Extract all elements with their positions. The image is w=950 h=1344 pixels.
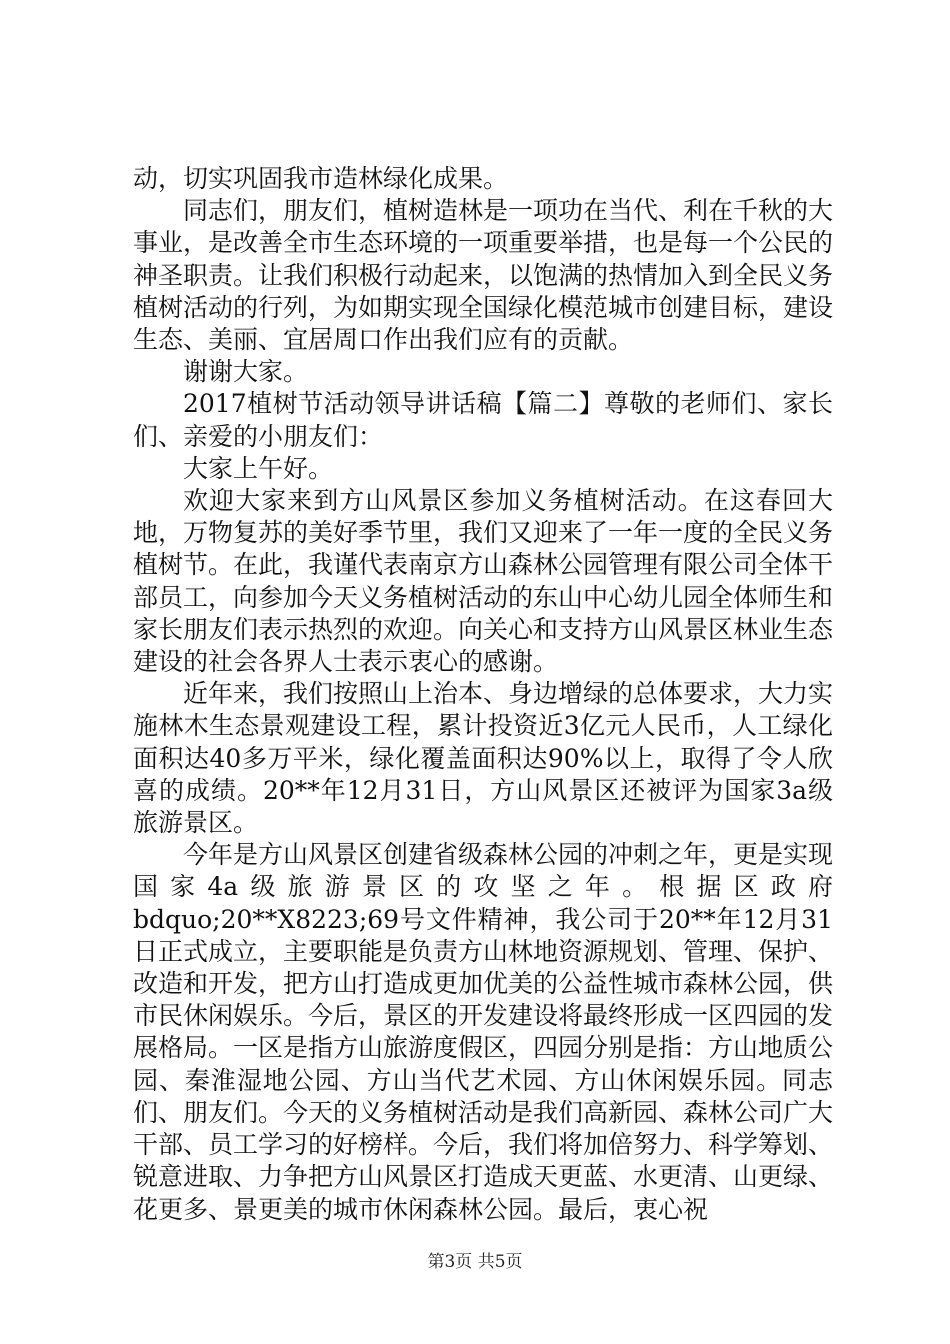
paragraph-7: 近年来，我们按照山上治本、身边增绿的总体要求，大力实施林木生态景观建设工程，累计投资近3亿元人民币，人工绿化面积达40多万平米，绿化覆盖面积达90%以上，取得了令人欣喜的成绩。20**年12月31日，方山风景区还被评为国家3a级旅游景区。 [133, 679, 834, 838]
body-text [133, 163, 833, 1226]
paragraph-8: 今年是方山风景区创建省级森林公园的冲刺之年，更是实现国家4a级旅游景区的攻坚之年。根据区政府bdquo;20**X8223;69号文件精神，我公司于20**年12月31日正式成立，主要职能是负责方山林地资源规划、管理、保护、改造和开发，把方山打造成更加优美的公益性城市森林公园，供市民休闲娱乐。今后，景区的开发建设将最终形成一区四园的发展格局。一区是指方山旅游度假区，四园分别是指：方山地质公园、秦淮湿地公园、方山当代艺术园、方山休闲娱乐园。同志们、朋友们。今天的义务植树活动是我们高新园、森林公司广大干部、员工学习的好榜样。今后，我们将加倍努力、科学筹划、锐意进取、力争把方山风景区打造成天更蓝、水更清、山更绿、花更多、景更美的城市休闲森林公园。最后，衷心祝 [133, 840, 834, 1224]
paragraph-4: 2017植树节活动领导讲话稿【篇二】尊敬的老师们、家长们、亲爱的小朋友们： [133, 389, 833, 451]
paragraph-5: 大家上午好。 [183, 453, 334, 483]
page-number-label: 第3页 共5页 [427, 1252, 523, 1272]
paragraph-3: 谢谢大家。 [183, 357, 309, 387]
page-footer [0, 1247, 950, 1272]
paragraph-1: 动，切实巩固我市造林绿化成果。 [133, 164, 509, 193]
paragraph-6: 欢迎大家来到方山风景区参加义务植树活动。在这春回大地，万物复苏的美好季节里，我们又迎来了一年一度的全民义务植树节。在此，我谨代表南京方山森林公园管理有限公司全体干部员工，向参加今天义务植树活动的东山中心幼儿园全体师生和家长朋友们表示热烈的欢迎。向关心和支持方山风景区林业生态建设的社会各界人士表示衷心的感谢。 [133, 486, 834, 677]
paragraph-2: 同志们，朋友们，植树造林是一项功在当代、利在千秋的大事业，是改善全市生态环境的一项重要举措，也是每一个公民的神圣职责。让我们积极行动起来，以饱满的热情加入到全民义务植树活动的行列，为如期实现全国绿化模范城市创建目标，建设生态、美丽、宜居周口作出我们应有的贡献。 [133, 196, 834, 355]
